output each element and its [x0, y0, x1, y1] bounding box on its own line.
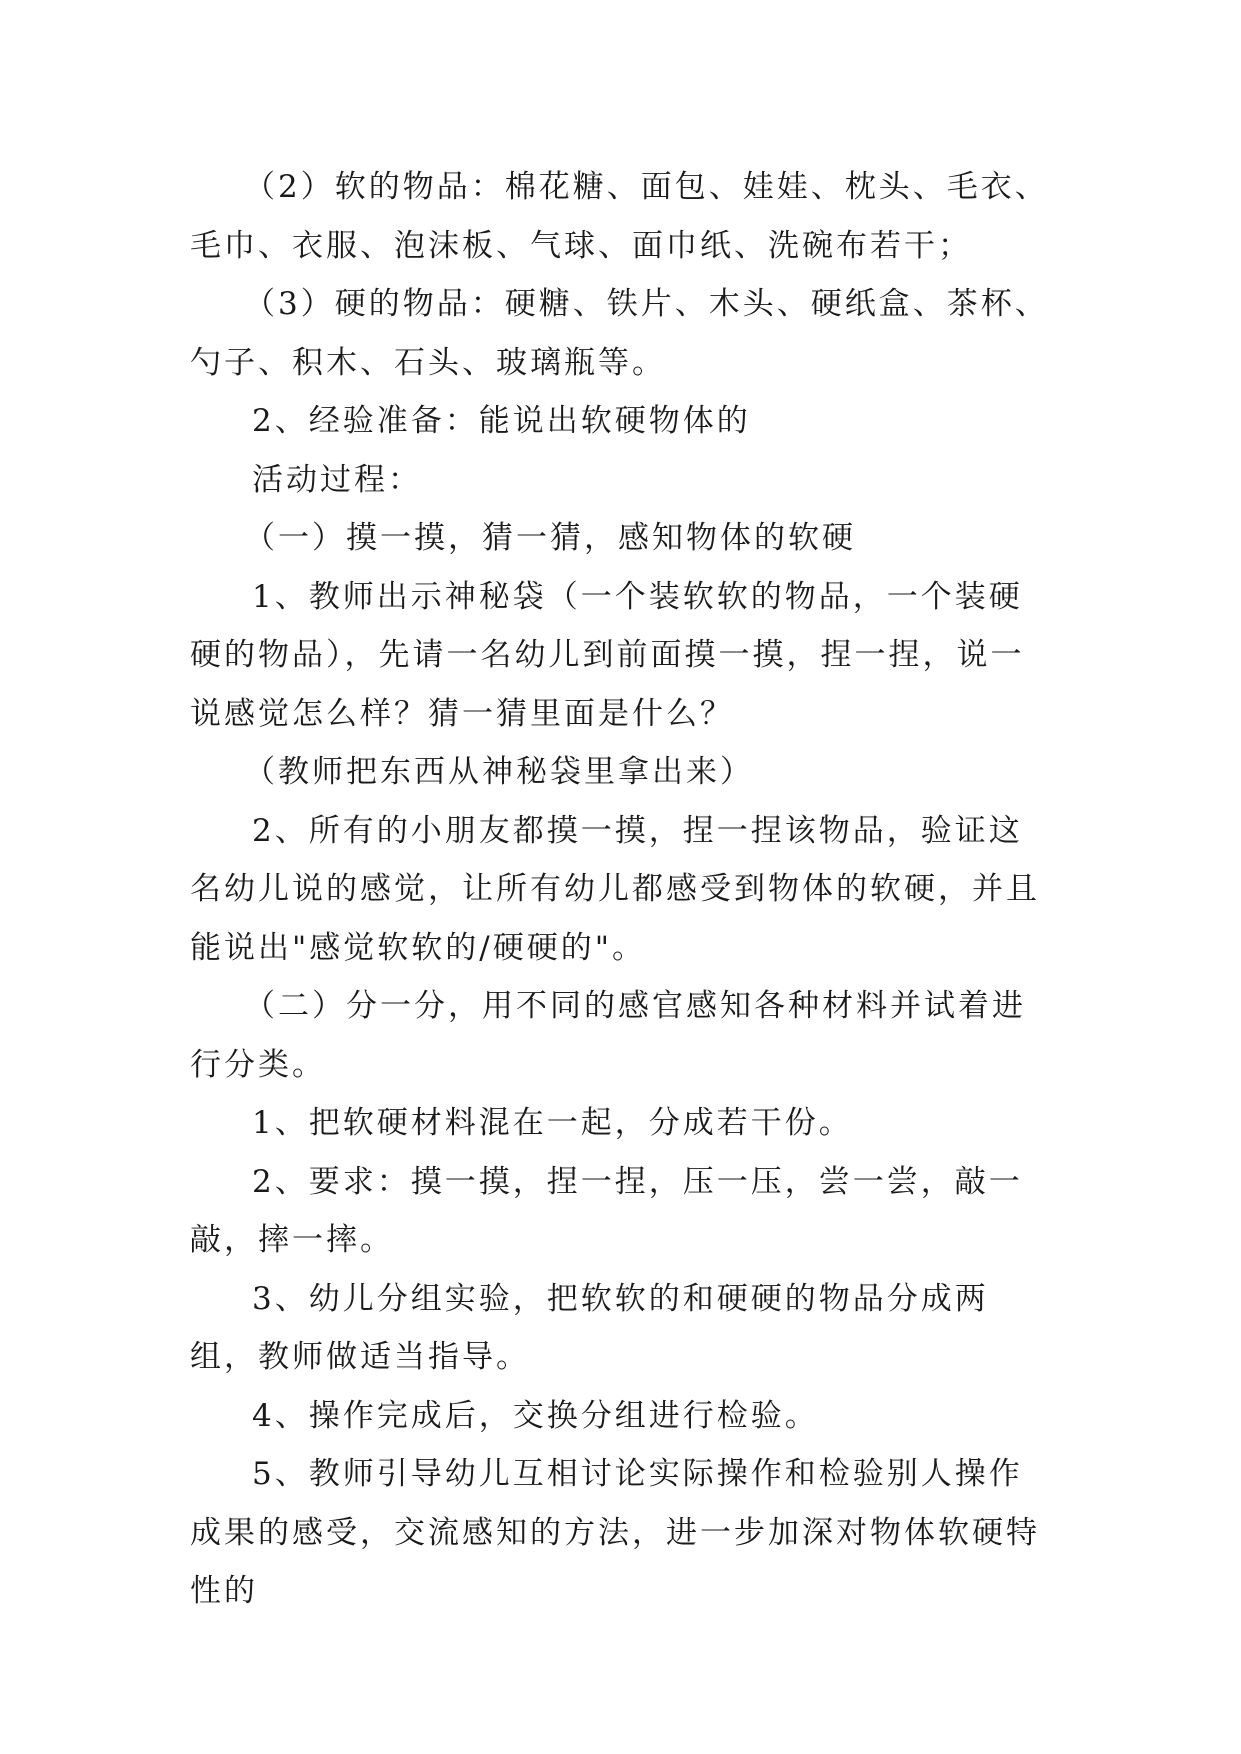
paragraph-activity-process-heading: 活动过程： — [252, 461, 422, 498]
document-body — [190, 158, 1050, 1621]
paragraph-sort-step-3: 3、幼儿分组实验，把软软的和硬硬的物品分成两组，教师做适当指导。 — [190, 1280, 989, 1375]
paragraph-section-two-heading: （二）分一分，用不同的感官感知各种材料并试着进行分类。 — [190, 988, 1026, 1083]
paragraph-teacher-note: （教师把东西从神秘袋里拿出来） — [244, 754, 754, 790]
paragraph-hard-items: （3）硬的物品：硬糖、铁片、木头、硬纸盒、茶杯、勺子、积木、石头、玻璃瓶等。 — [190, 286, 1049, 381]
paragraph-sort-step-5: 5、教师引导幼儿互相讨论实际操作和检验别人操作成果的感受，交流感知的方法，进一步加深对物体软硬特性的 — [190, 1456, 1040, 1609]
paragraph-soft-items: （2）软的物品：棉花糖、面包、娃娃、枕头、毛衣、毛巾、衣服、泡沫板、气球、面巾纸、洗碗布若干； — [190, 169, 1049, 264]
paragraph-step-1-mystery-bag: 1、教师出示神秘袋（一个装软软的物品，一个装硬硬的物品），先请一名幼儿到前面摸一摸，捏一捏，说一说感觉怎么样？猜一猜里面是什么？ — [190, 578, 1025, 732]
paragraph-experience-prep: 2、经验准备：能说出软硬物体的 — [252, 403, 751, 439]
paragraph-section-one-heading: （一）摸一摸，猜一猜，感知物体的软硬 — [244, 520, 856, 556]
paragraph-step-2-verify: 2、所有的小朋友都摸一摸，捏一捏该物品，验证这名幼儿说的感觉，让所有幼儿都感受到物体的软硬，并且能说出"感觉软软的/硬硬的"。 — [190, 812, 1040, 966]
paragraph-sort-step-4: 4、操作完成后，交换分组进行检验。 — [252, 1397, 819, 1434]
paragraph-sort-step-2: 2、要求：摸一摸，捏一捏，压一压，尝一尝，敲一敲，摔一摔。 — [190, 1163, 1023, 1258]
paragraph-sort-step-1: 1、把软硬材料混在一起，分成若干份。 — [252, 1105, 853, 1141]
